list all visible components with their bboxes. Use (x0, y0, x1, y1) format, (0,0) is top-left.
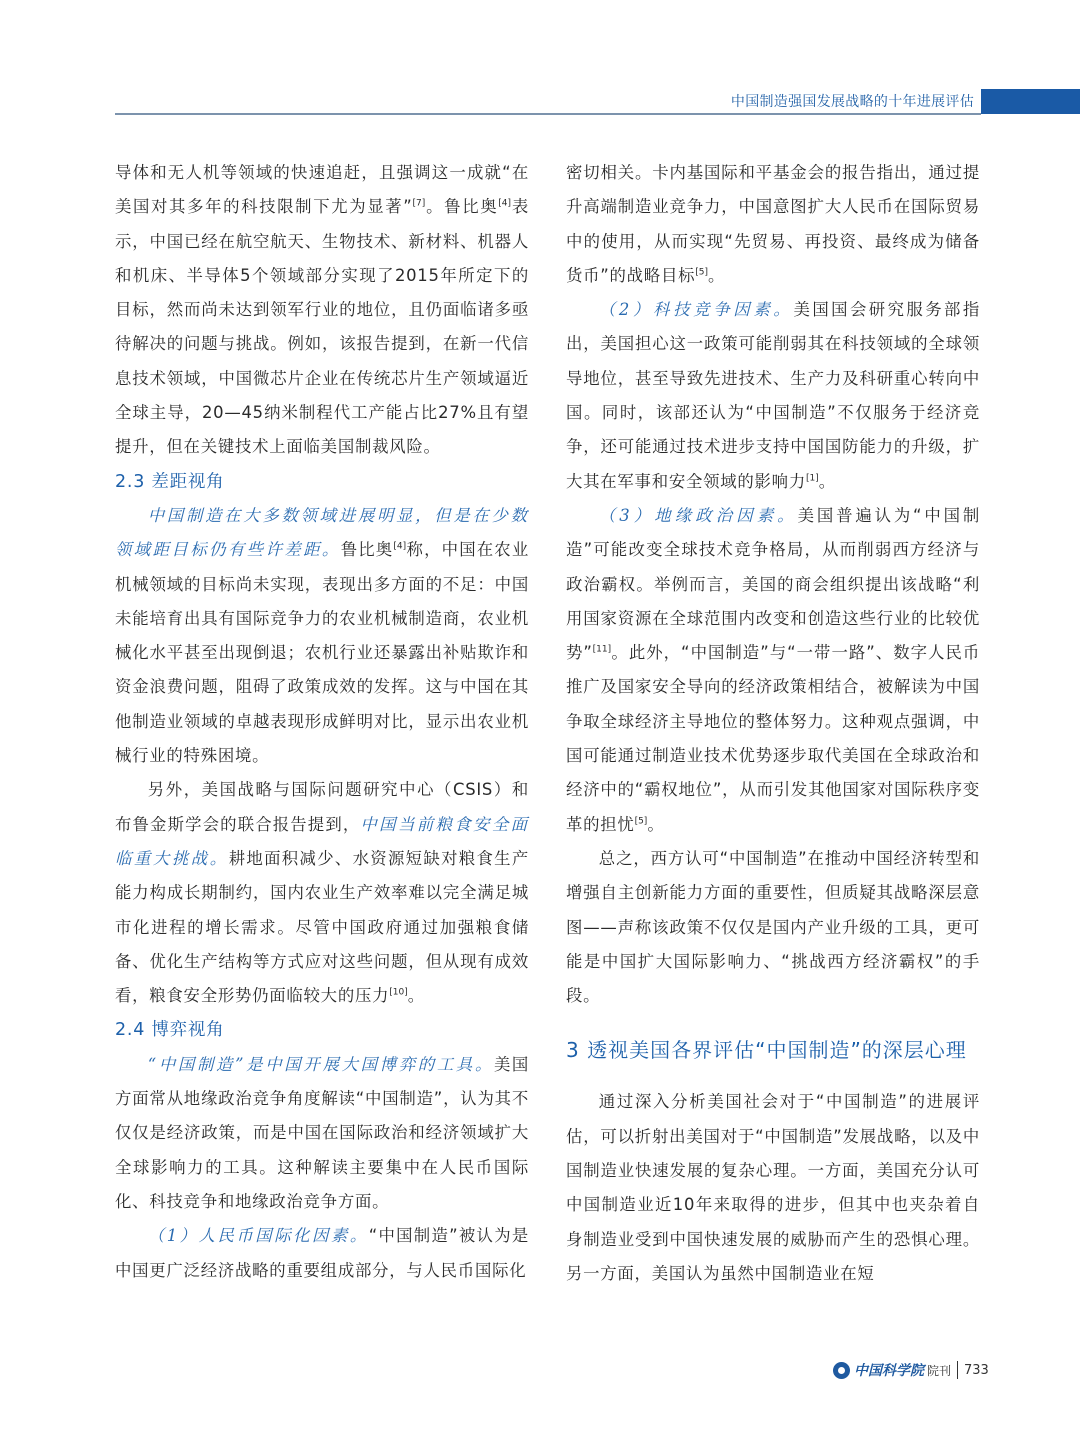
paragraph-text: 。 (647, 814, 665, 834)
citation-ref: [4] (393, 541, 407, 552)
header-rule (115, 113, 981, 115)
citation-ref: [11] (592, 644, 612, 655)
body-paragraph (566, 842, 980, 1013)
body-paragraph (115, 1219, 529, 1288)
citation-ref: [1] (805, 473, 819, 484)
citation-ref: [5] (695, 267, 708, 278)
citation-ref: [5] (634, 816, 648, 827)
paragraph-text: 。 (818, 471, 836, 491)
paragraph-text: 美国普遍认为“中国制造”可能改变全球技术竞争格局，从而削弱西方经济与政治霸权。举例而言，美国的商会组织提出该战略“利用国家资源在全球范围内改变和创造这些行业的比较优势” (566, 505, 980, 663)
emphasis-lead: 中国制造在大多数领域进展明显，但是在少数领域距目标仍有些许差距。 (115, 505, 529, 560)
citation-ref: [4] (498, 198, 511, 209)
body-paragraph (566, 499, 980, 842)
subsection-heading: 2.4 博弈视角 (115, 1020, 225, 1041)
emphasis-lead: “中国制造”是中国开展大国博弈的工具。 (147, 1054, 495, 1074)
paragraph-text: 另外，美国战略与国际问题研究中心（CSIS）和布鲁金斯学会的联合报告提到， (115, 780, 529, 834)
emphasis-lead: 中国当前粮食安全面临重大挑战。 (115, 814, 530, 868)
paragraph-text: 耕地面积减少、水资源短缺对粮食生产能力构成长期制约，国内农业生产效率难以完全满足城市化进程的增长需求。尽管中国政府通过加强粮食储备、优化生产结构等方式应对这些问题，但从现有成效看，粮食安全形势仍面临较大的压力 (115, 848, 530, 1006)
cas-emblem-icon (833, 1362, 850, 1379)
citation-ref: [7] (412, 198, 426, 209)
page-footer (833, 1360, 989, 1380)
paragraph-text: 密切相关。卡内基国际和平基金会的报告指出，通过提升高端制造业竞争力，中国意图扩大人民币在国际贸易中的使用，从而实现“先贸易、再投资、最终成为储备货币”的战略目标 (566, 163, 980, 285)
paragraph-text: 表示，中国已经在航空航天、生物技术、新材料、机器人和机床、半导体5个领域部分实现了2015年所定下的目标，然而尚未达到领军行业的地位，且仍面临诸多亟待解决的问题与挑战。例如，该报告提到，在新一代信息技术领域，中国微芯片企业在传统芯片生产领域逼近全球主导，20—45纳米制程代工产能占比27%且有望提升，但在关键技术上面临美国制裁风险。 (115, 197, 530, 457)
journal-logo: 中国科学院 (854, 1363, 924, 1379)
emphasis-lead: （3）地缘政治因素。 (598, 505, 798, 525)
journal-label: 院刊 (927, 1363, 952, 1378)
body-paragraph (566, 156, 980, 293)
left-column (115, 156, 529, 1288)
paragraph-text: 。 (407, 986, 425, 1006)
body-paragraph (115, 156, 529, 465)
paragraph-text: 通过深入分析美国社会对于“中国制造”的进展评估，可以折射出美国对于“中国制造”发展战略，以及中国制造业快速发展的复杂心理。一方面，美国充分认可中国制造业近10年来取得的进步，但其中也夹杂着自身制造业受到中国快速发展的威胁而产生的恐惧心理。另一方面，美国认为虽然中国制造业在短 (566, 1092, 980, 1283)
subsection-heading: 2.3 差距视角 (115, 471, 225, 492)
paragraph-text: 。鲁比奥 (425, 197, 499, 217)
header-accent-bar (981, 89, 1080, 114)
paragraph-text: 导体和无人机等领域的快速追赶，且强调这一成就“在美国对其多年的科技限制下尤为显著” (115, 163, 529, 217)
running-header-title: 中国制造强国发展战略的十年进展评估 (730, 94, 974, 110)
body-paragraph (566, 1085, 980, 1291)
body-paragraph (115, 773, 529, 1013)
paragraph-text: 称，中国在农业机械领域的目标尚未实现，表现出多方面的不足：中国未能培育出具有国际竞争力的农业机械制造商，农业机械化水平甚至出现倒退；农机行业还暴露出补贴欺诈和资金浪费问题，阻碍了政策成效的发挥。这与中国在其他制造业领域的卓越表现形成鲜明对比，显示出农业机械行业的特殊困境。 (115, 540, 530, 766)
paragraph-text: 。此外，“中国制造”与“一带一路”、数字人民币推广及国家安全导向的经济政策相结合，被解读为中国争取全球经济主导地位的整体努力。这种观点强调，中国可能通过制造业技术优势逐步取代美国在全球政治和经济中的“霸权地位”，从而引发其他国家对国际秩序变革的担忧 (566, 643, 980, 834)
paragraph-text: 美国国会研究服务部指出，美国担心这一政策可能削弱其在科技领域的全球领导地位，甚至导致先进技术、生产力及科研重心转向中国。同时，该部还认为“中国制造”不仅服务于经济竞争，还可能通过技术进步支持中国国防能力的升级，扩大其在军事和安全领域的影响力 (566, 300, 980, 491)
paragraph-text: 美国方面常从地缘政治竞争角度解读“中国制造”，认为其不仅仅是经济政策，而是中国在国际政治和经济领域扩大全球影响力的工具。这种解读主要集中在人民币国际化、科技竞争和地缘政治竞争方面。 (115, 1054, 530, 1211)
paragraph-text: “中国制造”被认为是中国更广泛经济战略的重要组成部分，与人民币国际化 (115, 1226, 529, 1280)
citation-ref: [10] (389, 987, 408, 998)
body-paragraph (115, 499, 529, 773)
paragraph-text: 。 (707, 265, 726, 285)
page-number: 733 (964, 1362, 989, 1378)
body-paragraph (566, 293, 980, 499)
footer-divider (957, 1361, 958, 1379)
paragraph-text: 总之，西方认可“中国制造”在推动中国经济转型和增强自主创新能力方面的重要性，但质疑其战略深层意图——声称该政策不仅仅是国内产业升级的工具，更可能是中国扩大国际影响力、“挑战西方经济霸权”的手段。 (566, 848, 980, 1006)
section-heading: 3 透视美国各界评估“中国制造”的深层心理 (566, 1038, 967, 1063)
right-column (566, 156, 980, 1291)
paragraph-text: 鲁比奥 (340, 540, 394, 560)
emphasis-lead: （1）人民币国际化因素。 (147, 1226, 369, 1246)
body-paragraph (115, 1048, 529, 1219)
emphasis-lead: （2）科技竞争因素。 (598, 300, 794, 320)
